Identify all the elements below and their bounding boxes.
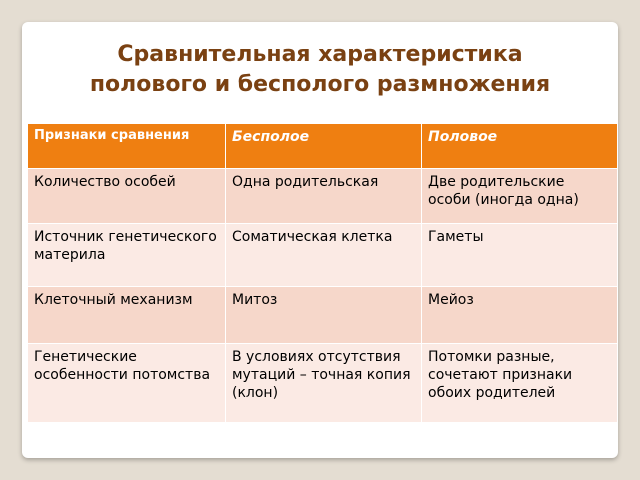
table-header-row xyxy=(28,124,618,169)
row-sexual-value: Гаметы xyxy=(422,224,618,287)
row-sexual-value: Мейоз xyxy=(422,287,618,344)
row-criterion: Источник генетического материла xyxy=(28,224,226,287)
header-asexual: Бесполое xyxy=(226,124,422,169)
comparison-table xyxy=(27,123,618,423)
table-row xyxy=(28,344,618,423)
table-row xyxy=(28,224,618,287)
row-asexual-value: Митоз xyxy=(226,287,422,344)
slide-title-line1: Сравнительная характеристика xyxy=(117,42,523,67)
slide-title xyxy=(0,40,640,100)
row-criterion: Количество особей xyxy=(28,169,226,224)
table-row xyxy=(28,169,618,224)
row-criterion: Генетические особенности потомства xyxy=(28,344,226,423)
header-sexual: Половое xyxy=(422,124,618,169)
slide-title-line2: полового и бесполого размножения xyxy=(89,72,551,97)
row-sexual-value: Две родительские особи (иногда одна) xyxy=(422,169,618,224)
table-row xyxy=(28,287,618,344)
row-sexual-value: Потомки разные, сочетают признаки обоих родителей xyxy=(422,344,618,423)
row-asexual-value: В условиях отсутствия мутаций – точная копия (клон) xyxy=(226,344,422,423)
row-asexual-value: Соматическая клетка xyxy=(226,224,422,287)
row-asexual-value: Одна родительская xyxy=(226,169,422,224)
row-criterion: Клеточный механизм xyxy=(28,287,226,344)
header-criteria: Признаки сравнения xyxy=(28,124,226,169)
